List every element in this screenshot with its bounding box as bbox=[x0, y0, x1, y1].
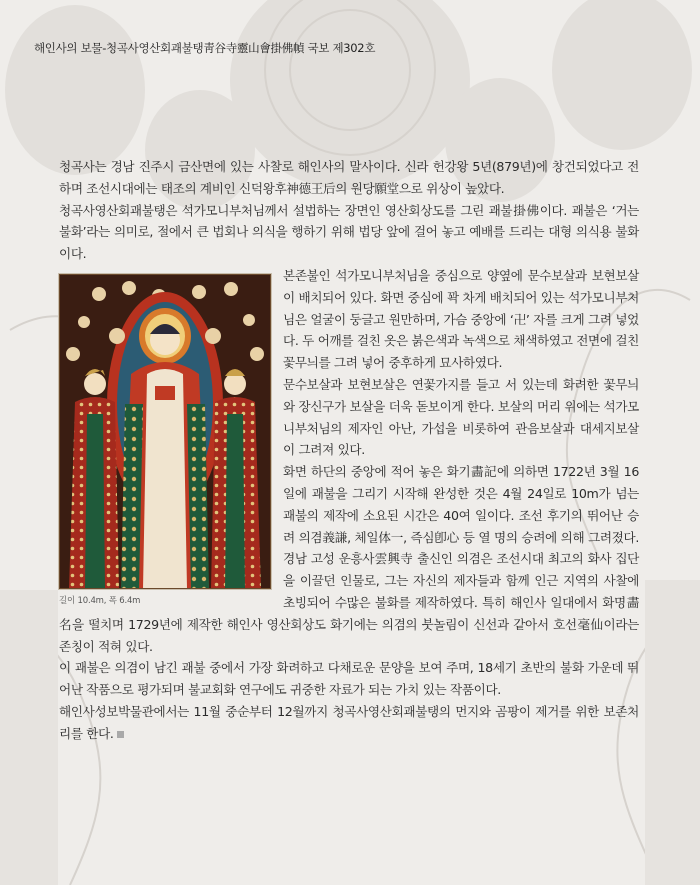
end-mark bbox=[117, 731, 124, 738]
paragraph-creation: 화면 하단의 중앙에 적어 놓은 화기畵記에 의하면 1722년 3월 16일에 괘불을 그리기 시작해 완성한 것은 4월 24일로 10m가 넘는 괘불의 제작에 소요된 시간은 40여 일이다. 조선 후기의 뛰어난 승려 의겸義謙, 체일体一, 즉심卽心 등 열 명의 승려에 의해 그려졌다. 경남 고성 운흥사雲興寺 출신인 의겸은 조선시대 최고의 화사 집단을 이끌던 인물로, 그는 자신의 제자들과 함께 인근 지역의 사찰에 초빙되어 수많은 불화를 제작하였다. 특히 해인사 일대에서 화명畵名을 떨치며 1729년에 제작한 해인사 영산회상도 화기에는 의겸의 붓놀림이 신선과 같아서 호선毫仙이라는 존칭이 적혀 있다. bbox=[59, 464, 639, 654]
buddha-painting-image bbox=[59, 274, 271, 589]
paragraph-definition: 청곡사영산회괘불탱은 석가모니부처님께서 설법하는 장면인 영산회상도를 그린 괘불掛佛이다. 괘불은 ‘거는 불화’라는 의미로, 절에서 큰 법회나 의식을 행하기 위해 법당 앞에 걸어 놓고 예배를 드리는 대형 의식용 불화이다. bbox=[59, 202, 639, 262]
figure-caption: 길이 10.4m, 폭 6.4m bbox=[59, 595, 141, 606]
paragraph-evaluation: 이 괘불은 의겸이 남긴 괘불 중에서 가장 화려하고 다채로운 문양을 보여 주며, 18세기 초반의 불화 가운데 뛰어난 작품으로 평가되며 불교회화 연구에도 귀중한 자료가 되는 가치 있는 작품이다. bbox=[59, 660, 639, 698]
paragraph-history: 청곡사는 경남 진주시 금산면에 있는 사찰로 해인사의 말사이다. 신라 헌강왕 5년(879년)에 창건되었다고 전하며 조선시대에는 태조의 계비인 신덕왕후神德王后의 원당願堂으로 위상이 높았다. bbox=[59, 159, 639, 196]
article-body bbox=[59, 156, 639, 745]
running-header: 해인사의 보물-청곡사영산회괘불탱靑谷寺靈山會掛佛幀 국보 제302호 bbox=[34, 41, 376, 55]
figure bbox=[59, 274, 271, 607]
paragraph-conservation bbox=[59, 701, 639, 745]
conservation-text: 해인사성보박물관에서는 11월 중순부터 12월까지 청곡사영산회괘불탱의 먼지와 곰팡이 제거를 위한 보존처리를 한다. bbox=[59, 703, 639, 741]
paragraph-composition: 본존불인 석가모니부처님을 중심으로 양옆에 문수보살과 보현보살이 배치되어 있다. 화면 중심에 꽉 차게 배치되어 있는 석가모니부처님은 얼굴이 둥글고 원만하며, 가슴 중앙에 ‘卍’ 자를 크게 그려 넣었다. 두 어깨를 걸친 옷은 붉은색과 녹색으로 채색하였고 전면에 걸친 꽃무늬를 그려 넣어 중후하게 묘사하였다. bbox=[283, 267, 639, 371]
paragraph-bodhisattvas: 문수보살과 보현보살은 연꽃가지를 들고 서 있는데 화려한 꽃무늬와 장신구가 보살을 더욱 돋보이게 한다. 보살의 머리 위에는 석가모니부처님의 제자인 아난, 가섭을 비롯하여 관음보살과 대세지보살이 그려져 있다. bbox=[283, 376, 639, 458]
